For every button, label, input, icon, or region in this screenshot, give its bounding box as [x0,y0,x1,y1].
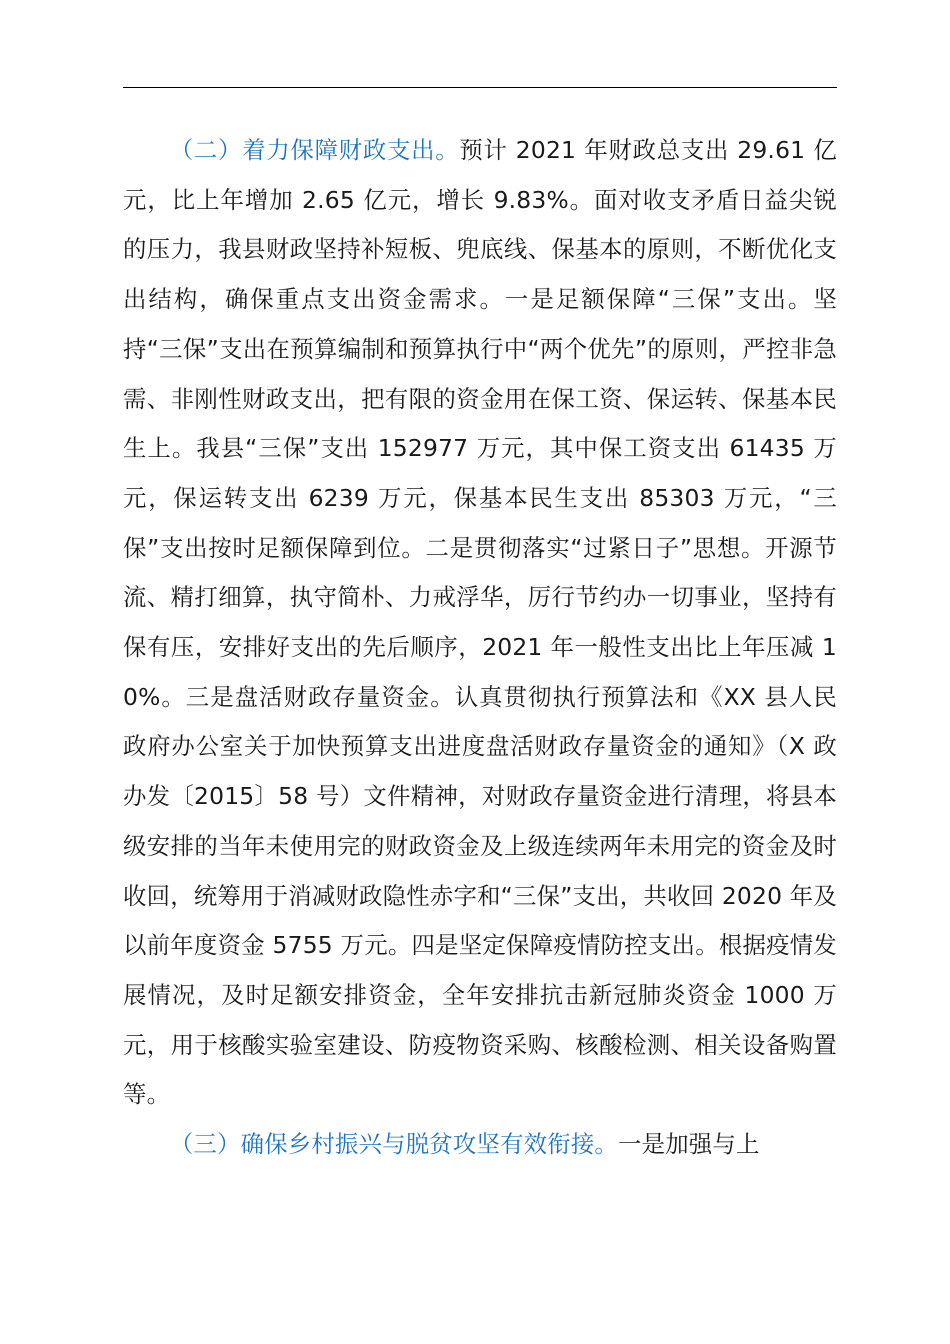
header-rule [123,87,837,88]
paragraph-text: 预计 2021 年财政总支出 29.61 亿元，比上年增加 2.65 亿元，增长 9.83%。面对收支矛盾日益尖锐的压力，我县财政坚持补短板、兜底线、保基本的原则，不断优化支出结构，确保重点支出资金需求。一是足额保障“三保”支出。坚持“三保”支出在预算编制和预算执行中“两个优先”的原则，严控非急需、非刚性财政支出，把有限的资金用在保工资、保运转、保基本民生上。我县“三保”支出 152977 万元，其中保工资支出 61435 万元，保运转支出 6239 万元，保基本民生支出 85303 万元，“三保”支出按时足额保障到位。二是贯彻落实“过紧日子”思想。开源节流、精打细算，执守简朴、力戒浮华，厉行节约办一切事业，坚持有保有压，安排好支出的先后顺序，2021 年一般性支出比上年压减 10%。三是盘活财政存量资金。认真贯彻执行预算法和《XX 县人民政府办公室关于加快预算支出进度盘活财政存量资金的通知》（X 政办发〔2015〕58 号）文件精神，对财政存量资金进行清理，将县本级安排的当年未使用完的财政资金及上级连续两年未用完的资金及时收回，统筹用于消减财政隐性赤字和“三保”支出，共收回 2020 年及以前年度资金 5755 万元。四是坚定保障疫情防控支出。根据疫情发展情况，及时足额安排资金，全年安排抗击新冠肺炎资金 1000 万元，用于核酸实验室建设、防疫物资采购、核酸检测、相关设备购置等。 [123,136,837,1109]
paragraph-text: 一是加强与上 [618,1130,760,1159]
section-heading-two: （二）着力保障财政支出。 [169,136,460,164]
document-body [123,126,837,1170]
paragraph-fiscal-expenditure [123,126,837,1120]
paragraph-rural-revitalization [123,1120,837,1170]
section-heading-three: （三）确保乡村振兴与脱贫攻坚有效衔接。 [169,1130,619,1159]
